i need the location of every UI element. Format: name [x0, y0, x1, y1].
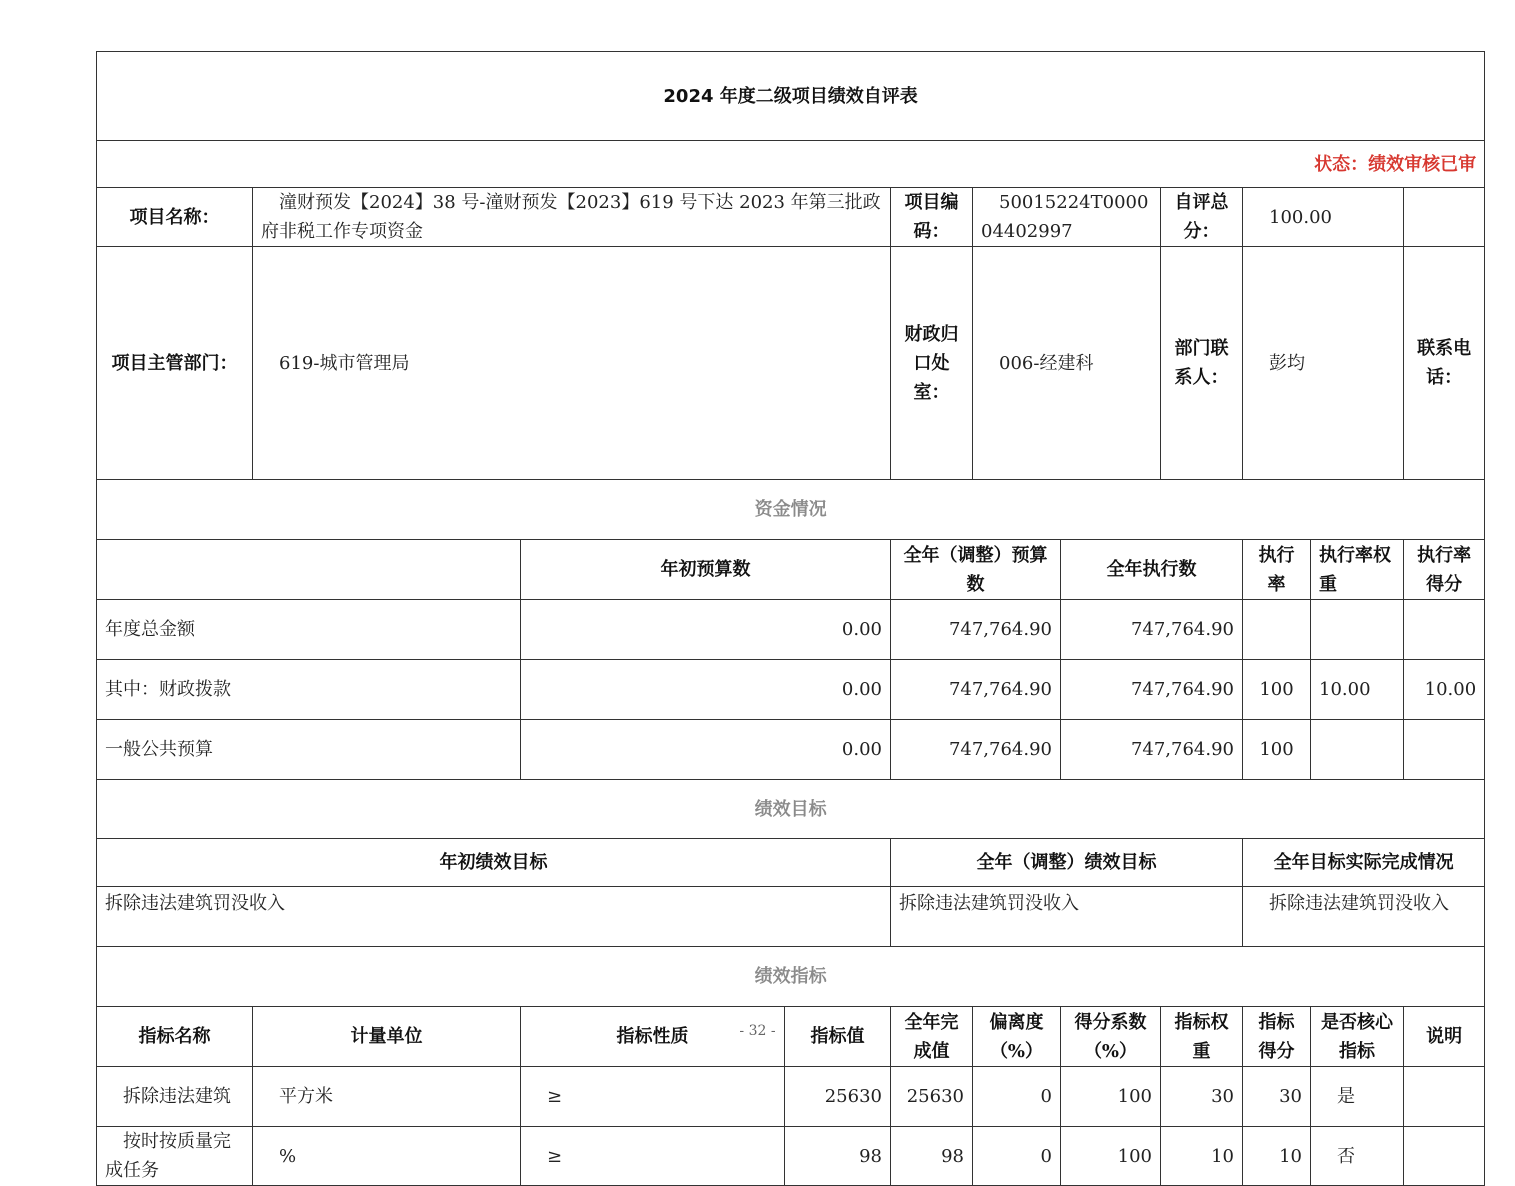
indicator-target: 98	[785, 1127, 891, 1186]
indicator-actual: 25630	[891, 1067, 973, 1127]
indicator-row	[97, 1067, 1485, 1127]
funds-row-label: 一般公共预算	[97, 720, 521, 780]
indicator-header: 得分系数（%）	[1061, 1007, 1161, 1067]
indicator-name: 按时按质量完成任务	[97, 1127, 253, 1186]
indicator-note	[1404, 1127, 1485, 1186]
indicator-deviation: 0	[973, 1127, 1061, 1186]
project-code-value: 50015224T000004402997	[973, 188, 1161, 247]
funds-initial: 0.00	[521, 600, 891, 660]
indicator-coef: 100	[1061, 1067, 1161, 1127]
indicator-header: 指标权重	[1161, 1007, 1243, 1067]
funds-weight	[1311, 600, 1404, 660]
goals-header: 全年目标实际完成情况	[1243, 839, 1485, 887]
indicator-nature: ≥	[521, 1127, 785, 1186]
project-code-label: 项目编码：	[891, 188, 973, 247]
funds-rate	[1243, 600, 1311, 660]
indicator-actual: 98	[891, 1127, 973, 1186]
evaluation-table	[96, 51, 1485, 1186]
indicator-target: 25630	[785, 1067, 891, 1127]
funds-rate: 100	[1243, 660, 1311, 720]
indicator-score: 10	[1243, 1127, 1311, 1186]
project-name-value: 潼财预发【2024】38 号-潼财预发【2023】619 号下达 2023 年第三批政府非税工作专项资金	[253, 188, 891, 247]
funds-adjusted: 747,764.90	[891, 600, 1061, 660]
indicator-header: 全年完成值	[891, 1007, 973, 1067]
funds-header: 执行率权重	[1311, 540, 1404, 600]
indicator-header: 说明	[1404, 1007, 1485, 1067]
funds-initial: 0.00	[521, 720, 891, 780]
indicator-coef: 100	[1061, 1127, 1161, 1186]
funds-row	[97, 720, 1485, 780]
indicator-header: 指标性质	[521, 1007, 785, 1067]
page-number: - 32 -	[739, 1023, 776, 1039]
funds-weight: 10.00	[1311, 660, 1404, 720]
goal-adjusted: 拆除违法建筑罚没收入	[891, 887, 1243, 947]
dept-value: 619-城市管理局	[253, 247, 891, 480]
funds-score	[1404, 600, 1485, 660]
funds-executed: 747,764.90	[1061, 720, 1243, 780]
status-text: 状态：绩效审核已审	[97, 141, 1485, 188]
indicator-header: 指标值	[785, 1007, 891, 1067]
funds-rate: 100	[1243, 720, 1311, 780]
funds-adjusted: 747,764.90	[891, 720, 1061, 780]
funds-header: 执行率	[1243, 540, 1311, 600]
funds-row	[97, 600, 1485, 660]
section-title-goals: 绩效目标	[97, 780, 1485, 839]
funds-weight	[1311, 720, 1404, 780]
indicator-core: 是	[1311, 1067, 1404, 1127]
indicator-header: 是否核心指标	[1311, 1007, 1404, 1067]
indicator-deviation: 0	[973, 1067, 1061, 1127]
funds-header: 全年执行数	[1061, 540, 1243, 600]
funds-row-label: 其中：财政拨款	[97, 660, 521, 720]
section-title-funds: 资金情况	[97, 480, 1485, 540]
indicator-score: 30	[1243, 1067, 1311, 1127]
indicator-core: 否	[1311, 1127, 1404, 1186]
funds-score	[1404, 720, 1485, 780]
funds-executed: 747,764.90	[1061, 600, 1243, 660]
goal-initial: 拆除违法建筑罚没收入	[97, 887, 891, 947]
indicator-weight: 10	[1161, 1127, 1243, 1186]
empty-cell	[1404, 188, 1485, 247]
page-title: 2024 年度二级项目绩效自评表	[97, 52, 1485, 141]
dept-label: 项目主管部门：	[97, 247, 253, 480]
indicator-unit: %	[253, 1127, 521, 1186]
indicator-unit: 平方米	[253, 1067, 521, 1127]
funds-header: 年初预算数	[521, 540, 891, 600]
indicator-note	[1404, 1067, 1485, 1127]
indicator-header: 计量单位	[253, 1007, 521, 1067]
self-score-label: 自评总分：	[1161, 188, 1243, 247]
indicator-row	[97, 1127, 1485, 1186]
goals-header: 全年（调整）绩效目标	[891, 839, 1243, 887]
funds-row-label: 年度总金额	[97, 600, 521, 660]
goals-header: 年初绩效目标	[97, 839, 891, 887]
funds-score: 10.00	[1404, 660, 1485, 720]
funds-executed: 747,764.90	[1061, 660, 1243, 720]
indicator-name: 拆除违法建筑	[97, 1067, 253, 1127]
funds-row	[97, 660, 1485, 720]
funds-header: 执行率得分	[1404, 540, 1485, 600]
indicator-header: 指标得分	[1243, 1007, 1311, 1067]
indicator-weight: 30	[1161, 1067, 1243, 1127]
funds-initial: 0.00	[521, 660, 891, 720]
finance-office-value: 006-经建科	[973, 247, 1161, 480]
goal-actual: 拆除违法建筑罚没收入	[1243, 887, 1485, 947]
contact-label: 部门联系人：	[1161, 247, 1243, 480]
indicator-nature: ≥	[521, 1067, 785, 1127]
indicator-header: 指标名称	[97, 1007, 253, 1067]
contact-value: 彭均	[1243, 247, 1404, 480]
funds-adjusted: 747,764.90	[891, 660, 1061, 720]
funds-header: 全年（调整）预算数	[891, 540, 1061, 600]
self-score-value: 100.00	[1243, 188, 1404, 247]
indicator-header: 偏离度（%）	[973, 1007, 1061, 1067]
phone-label: 联系电话：	[1404, 247, 1485, 480]
funds-header-empty	[97, 540, 521, 600]
project-name-label: 项目名称：	[97, 188, 253, 247]
section-title-indicators: 绩效指标	[97, 947, 1485, 1007]
finance-office-label: 财政归口处室：	[891, 247, 973, 480]
